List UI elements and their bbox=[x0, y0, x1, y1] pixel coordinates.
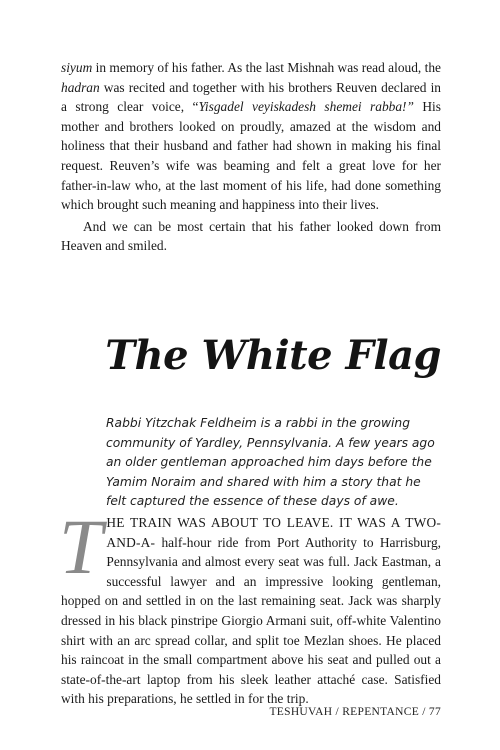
running-footer: TESHUVAH / REPENTANCE / 77 bbox=[269, 706, 441, 718]
story-opening bbox=[59, 503, 441, 709]
page-body bbox=[59, 58, 441, 707]
italic-kaddish: Yisgadel veyiskadesh shemei rabba!” bbox=[198, 99, 414, 115]
chapter-intro: Rabbi Yitzchak Feldheim is a rabbi in the growing community of Yardley, Pennsylvania. A few years ago an older gentleman approached him days before the Yamim Noraim and shared with him a story that he felt captured the essence of these days of awe. bbox=[106, 416, 435, 509]
italic-hadran: hadran bbox=[61, 79, 100, 95]
text-segment: in memory of his father. As the last Mishnah was read aloud, the bbox=[92, 60, 441, 75]
italic-siyum: siyum bbox=[61, 60, 93, 75]
drop-cap: T bbox=[59, 503, 103, 590]
chapter-title: The White Flag bbox=[105, 332, 441, 379]
lead-in-caps: HE TRAIN WAS ABOUT TO LEAVE. IT WAS A TWO-AND-A- bbox=[106, 515, 441, 550]
paragraph-closing: And we can be most certain that his father looked down from Heaven and smiled. bbox=[61, 218, 441, 254]
text-segment: was recited and together with his brothers Reuven declared in a strong clear voice, “ bbox=[61, 79, 441, 115]
text-segment: His mother and brothers looked on proudly, amazed at the wisdom and holiness that their husband and father had shown in making his final request. Reuven’s wife was beaming and felt a great love for her father-in-law who, at the last moment of his life, had done something which brought such meaning and happiness into their lives. bbox=[61, 99, 441, 213]
story-paragraph bbox=[59, 503, 441, 709]
story-text: half-hour ride from Port Authority to Harrisburg, Pennsylvania and almost every seat was full. Jack Eastman, a successful lawyer and an impressive looking gentleman, hopped on and settled in on the last remaining seat. Jack was sharply dressed in his black pinstripe Giorgio Armani suit, off-white Valentino shirt with an arc spread collar, and split toe Mezlan shoes. He placed his raincoat in the small compartment above his seat and pulled out a state-of-the-art laptop from his sleek leather attaché case. Satisfied with his preparations, he settled in for the trip. bbox=[61, 534, 441, 707]
paragraph-continuation bbox=[61, 58, 441, 215]
